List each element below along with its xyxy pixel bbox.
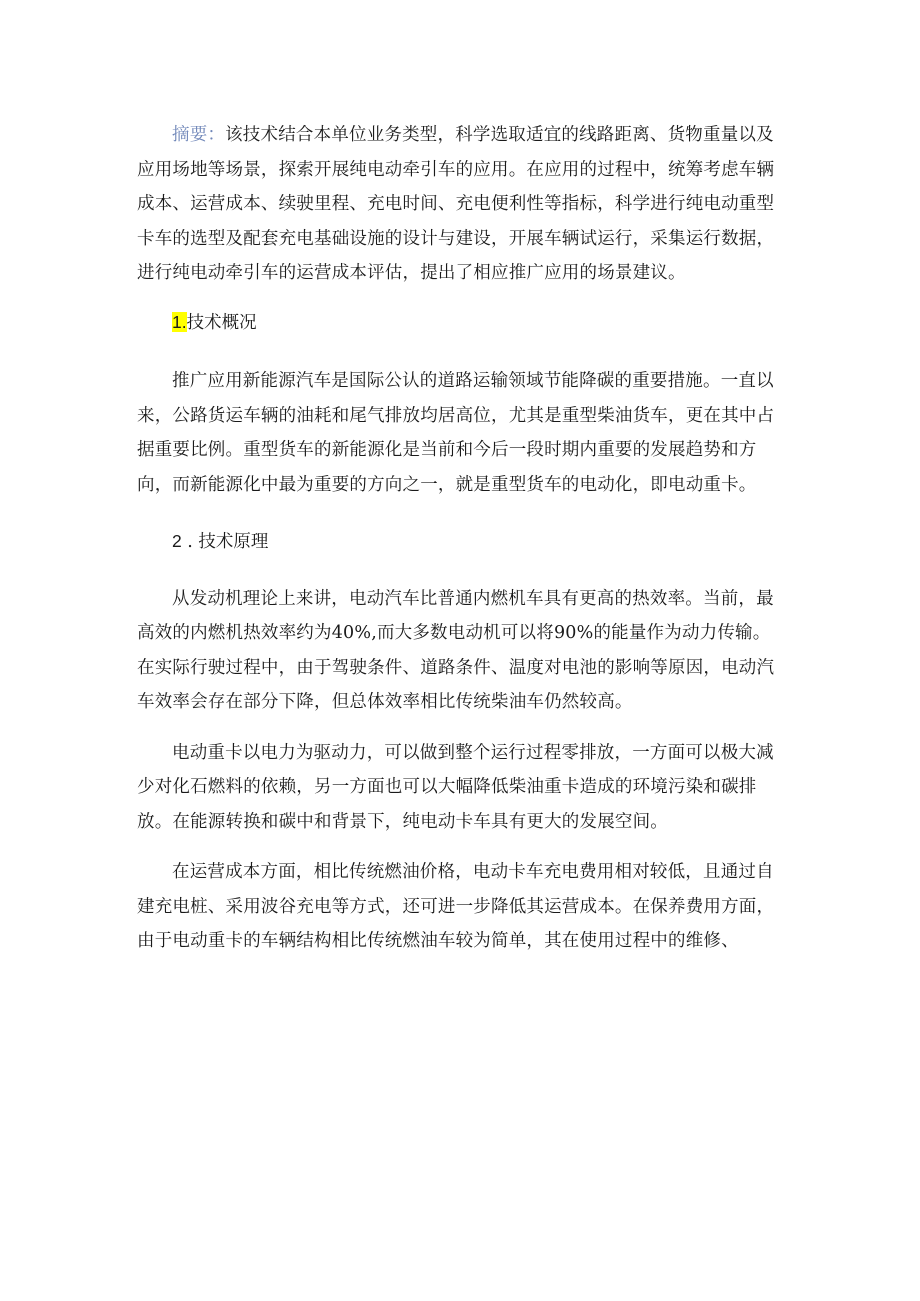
section-2-number: 2 xyxy=(172,531,182,551)
section-1-paragraph: 推广应用新能源汽车是国际公认的道路运输领域节能降碳的重要措施。一直以来，公路货运车辆的油耗和尾气排放均居高位，尤其是重型柴油货车，更在其中占据重要比例。重型货车的新能源化是当前和今后一段时期内重要的发展趋势和方向，而新能源化中最为重要的方向之一，就是重型货车的电动化，即电动重卡。 xyxy=(137,371,775,495)
section-2-paragraph-3: 在运营成本方面，相比传统燃油价格，电动卡车充电费用相对较低，且通过自建充电桩、采用波谷充电等方式，还可进一步降低其运营成本。在保养费用方面，由于电动重卡的车辆结构相比传统燃油车较为简单，其在使用过程中的维修、 xyxy=(137,862,775,951)
section-1-number: 1. xyxy=(172,311,187,332)
section-2-paragraph-2: 电动重卡以电力为驱动力，可以做到整个运行过程零排放，一方面可以极大减少对化石燃料的依赖，另一方面也可以大幅降低柴油重卡造成的环境污染和碳排放。在能源转换和碳中和背景下，纯电动卡车具有更大的发展空间。 xyxy=(137,742,774,832)
section-2-title: . 技术原理 xyxy=(181,532,269,552)
abstract-text: 该技术结合本单位业务类型，科学选取适宜的线路距离、货物重量以及应用场地等场景，探索开展纯电动牵引车的应用。在应用的过程中，统筹考虑车辆成本、运营成本、续驶里程、充电时间、充电便利性等指标，科学进行纯电动重型卡车的选型及配套充电基础设施的设计与建设，开展车辆试运行，采集运行数据，进行纯电动牵引车的运营成本评估，提出了相应推广应用的场景建议。 xyxy=(137,125,775,283)
section-2-paragraph-1: 从发动机理论上来讲，电动汽车比普通内燃机车具有更高的热效率。当前，最高效的内燃机热效率约为40%,而大多数电动机可以将90%的能量作为动力传输。在实际行驶过程中，由于驾驶条件、道路条件、温度对电池的影响等原因，电动汽车效率会存在部分下降，但总体效率相比传统柴油车仍然较高。 xyxy=(137,588,775,712)
section-1-heading xyxy=(137,305,782,341)
section-1-title: 技术概况 xyxy=(186,312,257,333)
section-2-heading xyxy=(137,524,782,560)
abstract-label: 摘要： xyxy=(172,125,226,145)
document-page xyxy=(137,118,782,959)
abstract-paragraph xyxy=(137,118,782,291)
